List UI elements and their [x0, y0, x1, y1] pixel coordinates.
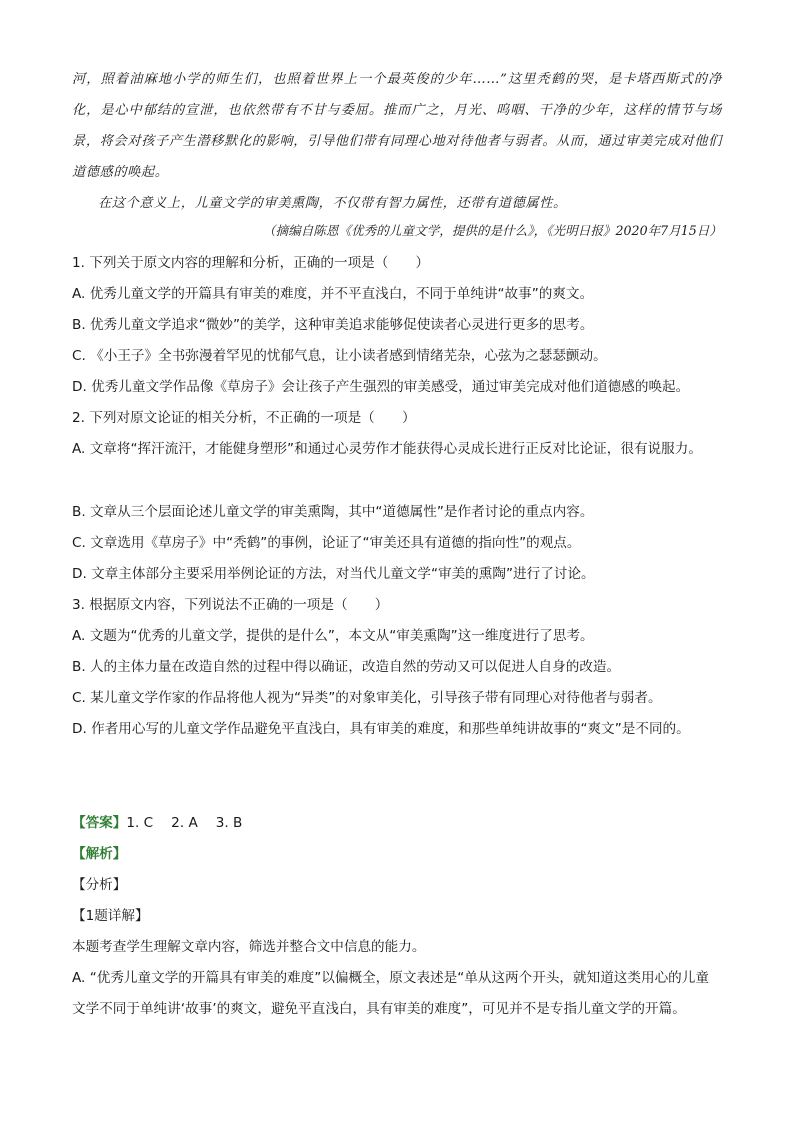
detail-1-title: 【1题详解】	[72, 908, 149, 924]
question-1-option-a: A. 优秀儿童文学的开篇具有审美的难度，并不平直浅白，不同于单纯讲“故事”的爽文。	[72, 286, 594, 302]
question-3-stem: 3. 根据原文内容，下列说法不正确的一项是（ ）	[72, 597, 389, 613]
article-excerpt	[72, 64, 722, 219]
answer-label: 【答案】	[72, 815, 127, 831]
article-paragraph-2: 在这个意义上，儿童文学的审美熏陶，不仅带有智力属性，还带有道德属性。	[98, 196, 567, 211]
answer-item-3: 3. B	[215, 815, 243, 831]
answer-line	[72, 813, 722, 833]
question-3-option-b: B. 人的主体力量在改造自然的过程中得以确证，改造自然的劳动又可以促进人自身的改造。	[72, 659, 621, 675]
question-3-option-d: D. 作者用心写的儿童文学作品避免平直浅白，具有审美的难度，和那些单纯讲故事的“爽文”是不同的。	[72, 721, 690, 737]
question-2-stem: 2. 下列对原文论证的相关分析，不正确的一项是（ ）	[72, 410, 416, 426]
question-1-option-c: C. 《小王子》全书弥漫着罕见的忧郁气息，让小读者感到情绪芜杂，心弦为之瑟瑟颤动。	[72, 348, 607, 364]
question-3-option-a: A. 文题为“优秀的儿童文学，提供的是什么”，本文从“审美熏陶”这一维度进行了思考。	[72, 628, 594, 644]
analysis-intro: 本题考查学生理解文章内容，筛选并整合文中信息的能力。	[72, 939, 426, 955]
jiexi-label: 【解析】	[72, 846, 127, 862]
fenxi-label: 【分析】	[72, 877, 127, 893]
question-2-option-c: C. 文章选用《草房子》中“秃鹤”的事例，论证了“审美还具有道德的指向性”的观点。	[72, 535, 581, 551]
analysis-point-a: A. “优秀儿童文学的开篇具有审美的难度”以偏概全，原文表述是“单从这两个开头，就知道这类用心的儿童文学不同于单纯讲‘故事’的爽文，避免平直浅白，具有审美的难度”，可见并不是专指儿童文学的开篇。	[72, 970, 709, 1018]
question-1-option-b: B. 优秀儿童文学追求“微妙”的美学，这种审美追求能够促使读者心灵进行更多的思考。	[72, 317, 594, 333]
question-3-option-c: C. 某儿童文学作家的作品将他人视为“异类”的对象审美化，引导孩子带有同理心对待他者与弱者。	[72, 690, 662, 706]
question-1-stem: 1. 下列关于原文内容的理解和分析，正确的一项是（ ）	[72, 255, 430, 271]
article-source: （摘编自陈恩《优秀的儿童文学，提供的是什么》，《光明日报》2020年7月15日）	[262, 223, 722, 238]
question-1-option-d: D. 优秀儿童文学作品像《草房子》会让孩子产生强烈的审美感受，通过审美完成对他们道德感的唤起。	[72, 379, 690, 395]
question-2-option-a: A. 文章将“挥汗流汗，才能健身塑形”和通过心灵劳作才能获得心灵成长进行正反对比论证，很有说服力。	[72, 441, 702, 457]
question-2-option-b: B. 文章从三个层面论述儿童文学的审美熏陶，其中“道德属性”是作者讨论的重点内容。	[72, 504, 594, 520]
question-2-option-d: D. 文章主体部分主要采用举例论证的方法，对当代儿童文学“审美的熏陶”进行了讨论。	[72, 566, 595, 582]
answer-item-1: 1. C	[126, 815, 154, 831]
article-paragraph-1: 河，照着油麻地小学的师生们，也照着世界上一个最英俊的少年……”这里秃鹤的哭，是卡塔西斯式的净化，是心中郁结的宣泄，也依然带有不甘与委屈。推而广之，月光、呜咽、干净的少年，这样的情节与场景，将会对孩子产生潜移默化的影响，引导他们带有同理心地对待他者与弱者。从而，通过审美完成对他们道德感的唤起。	[72, 72, 722, 180]
answer-item-2: 2. A	[171, 815, 198, 831]
